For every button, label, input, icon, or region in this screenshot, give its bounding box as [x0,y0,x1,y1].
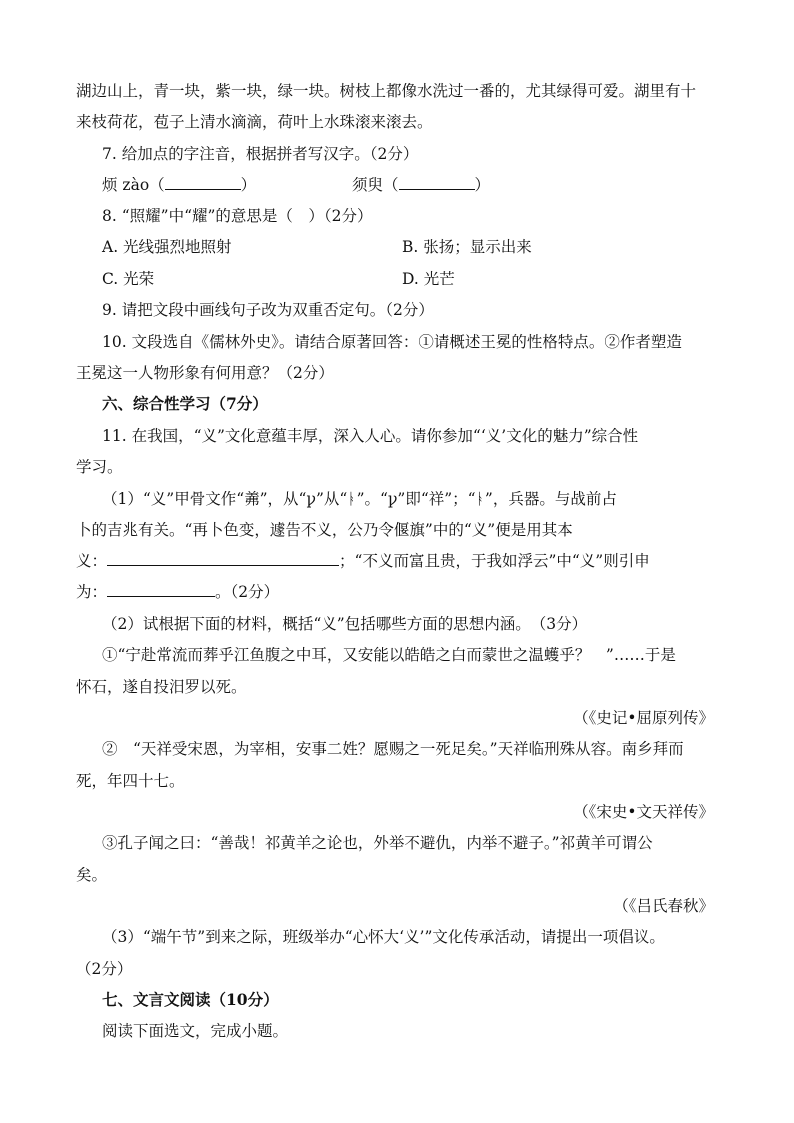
material-1-source: （《史记•屈原列传》 [573,709,714,727]
q11-sub1-text: ；“不义而富且贵，于我如浮云”中“义”则引申 [339,552,650,570]
question-7: 7. 给加点的字注音，根据拼者写汉字。（2分） [102,145,419,163]
q11-sub3: （3）“端午节”到来之际，班级举办“心怀大‘义’”文化传承活动，请提出一项倡议。 [102,928,665,946]
question-10: 10. 文段选自《儒林外史》。请结合原著回答：①请概述王冕的性格特点。②作者塑造 [102,333,682,351]
q11-sub3-cont: （2分） [76,960,133,978]
answer-blank[interactable] [107,582,215,597]
material-2-source: （《宋史•文天祥传》 [573,803,714,821]
passage-line: 来枝荷花，苞子上清水滴滴，荷叶上水珠滚来滚去。 [76,113,433,131]
material-1-cont: 怀石，遂自投汨罗以死。 [76,678,247,696]
question-11: 11. 在我国，“义”文化意蕴丰厚，深入人心。请你参加“‘义’文化的魅力”综合性 [102,427,639,445]
q11-sub1-label: 为： [76,583,108,601]
material-2: ② “天祥受宋恩，为宰相，安事二姓？愿赐之一死足矣。”天祥临刑殊从容。南乡拜而 [102,740,684,758]
q7-item-left [102,174,256,196]
passage-line: 湖边山上，青一块，紫一块，绿一块。树枝上都像水洗过一番的，尤其绿得可爱。湖里有十 [76,82,697,100]
q7-close: ） [474,176,491,194]
section-title: 六、综合性学习（7分） [102,394,268,413]
section-title: 七、文言文阅读（10分） [102,990,279,1009]
material-2-cont: 死，年四十七。 [76,772,185,790]
q8-option-d: D. 光芒 [402,270,455,288]
q11-sub1-blank-line [76,550,650,572]
q11-sub2: （2）试根据下面的材料，概括“义”包括哪些方面的思想内涵。 （3分） [102,615,588,633]
question-10-cont: 王冕这一人物形象有何用意？（2分） [76,364,334,382]
question-11-cont: 学习。 [76,458,123,476]
material-3: ③孔子闻之曰：“善哉！祁黄羊之论也，外举不避仇，内举不避子。”祁黄羊可谓公 [102,834,653,852]
answer-blank[interactable] [107,551,339,566]
question-8: 8. “照耀”中“耀”的意思是（ ）（2分） [102,207,373,225]
q11-sub1-blank-line [76,581,279,603]
material-1: ①“宁赴常流而葬乎江鱼腹之中耳，又安能以皓皓之白而蒙世之温蠖乎？ ”……于是 [102,646,676,664]
q7-close: ） [240,176,257,194]
material-3-cont: 矣。 [76,866,108,884]
q8-option-b: B. 张扬；显示出来 [402,238,532,256]
material-3-source: （《吕氏春秋》 [613,897,714,915]
q7-left-label: 烦 zào（ [102,176,165,194]
q11-sub1-score: 。（2分） [215,583,280,601]
q8-option-a: A. 光线强烈地照射 [102,238,232,256]
q11-sub1: （1）“义”甲骨文作“羛”，从“ꝩ”从“ᚭ”。“ꝩ”即“祥”；“ᚭ”，兵器。与战前占 [102,490,617,508]
q11-sub1-label: 义： [76,552,108,570]
q7-right-label: 须臾（ [352,176,399,194]
question-9: 9. 请把文段中画线句子改为双重否定句。（2分） [102,301,434,319]
answer-blank[interactable] [165,175,241,190]
q7-item-right [352,174,490,196]
q8-option-c: C. 光荣 [102,270,155,288]
answer-blank[interactable] [399,175,475,190]
q11-sub1-cont: 卜的吉兆有关。“再卜色变，遽告不义，公乃令偃旗”中的“义”便是用其本 [76,521,573,539]
reading-instruction: 阅读下面选文，完成小题。 [102,1022,289,1040]
